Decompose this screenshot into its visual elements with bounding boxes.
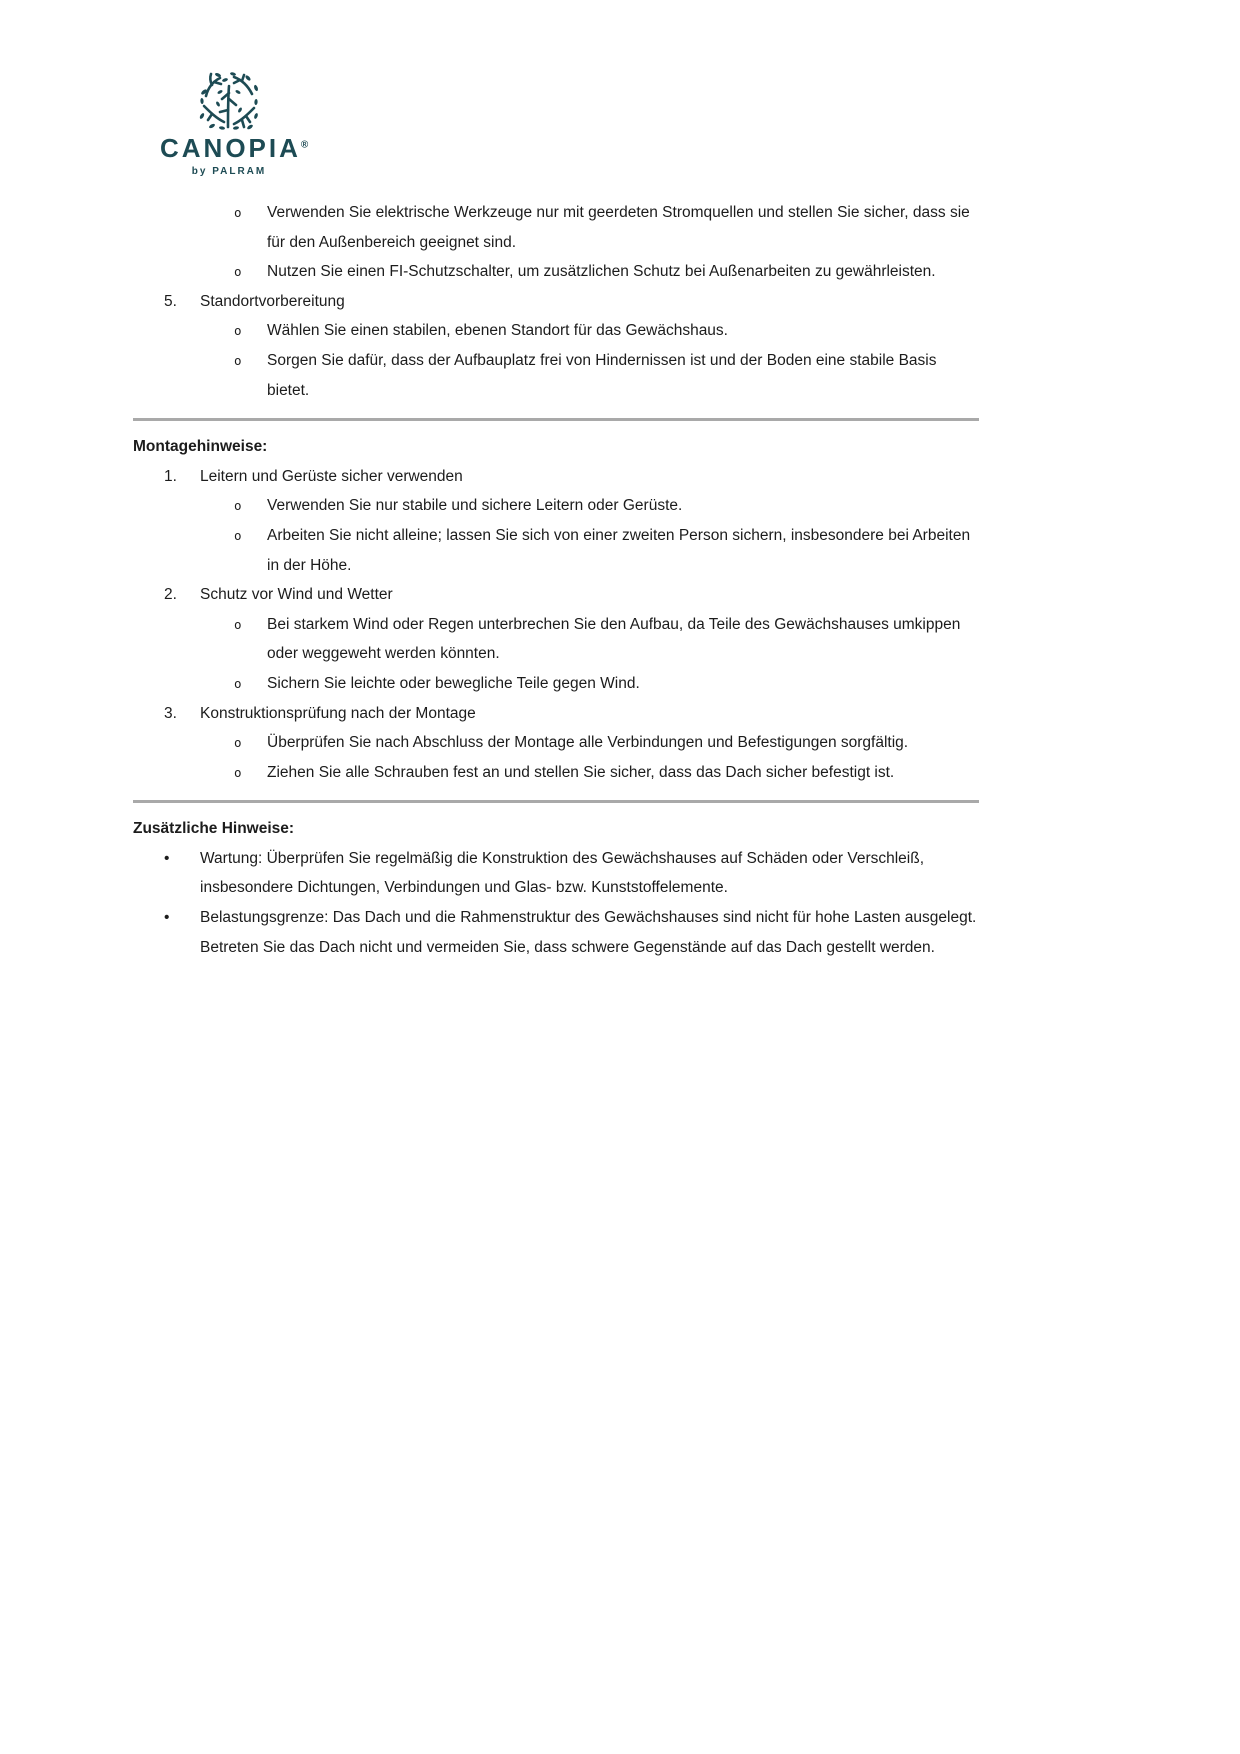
list-item <box>133 316 979 346</box>
list-item <box>133 758 979 788</box>
bullet-text: Nutzen Sie einen FI-Schutzschalter, um zusätzlichen Schutz bei Außenarbeiten zu gewährleisten. <box>267 263 936 281</box>
section-divider <box>133 800 979 803</box>
numbered-item <box>133 287 979 317</box>
canopia-logo <box>160 72 309 177</box>
list-item <box>133 844 979 903</box>
circle-bullet: o <box>234 352 242 368</box>
numbered-item <box>133 699 979 729</box>
registered-mark: ® <box>300 139 309 151</box>
bullet-text: Sichern Sie leichte oder bewegliche Teile gegen Wind. <box>267 674 640 692</box>
bullet-text: Ziehen Sie alle Schrauben fest an und stellen Sie sicher, dass das Dach sicher befestigt ist. <box>267 763 895 781</box>
circle-bullet: o <box>234 616 242 632</box>
numbered-item <box>133 580 979 610</box>
section-divider <box>133 418 979 421</box>
list-item <box>133 257 979 287</box>
item-title: Leitern und Gerüste sicher verwenden <box>200 467 463 485</box>
circle-bullet: o <box>234 764 242 780</box>
numbered-item <box>133 462 979 492</box>
circle-bullet: o <box>234 735 242 751</box>
circle-bullet: o <box>234 323 242 339</box>
item-number: 3. <box>164 704 177 722</box>
disc-bullet: • <box>164 849 170 867</box>
circle-bullet: o <box>234 205 242 220</box>
logo-byline: by PALRAM <box>191 166 267 177</box>
bullet-text: Bei starkem Wind oder Regen unterbrechen Sie den Aufbau, da Teile des Gewächshauses umkippen oder weggeweht werden könnten. <box>267 615 961 663</box>
list-item <box>133 198 979 257</box>
section-heading-montagehinweise: Montagehinweise: <box>133 438 268 456</box>
item-title: Konstruktionsprüfung nach der Montage <box>200 704 476 722</box>
bullet-text: Überprüfen Sie nach Abschluss der Montage alle Verbindungen und Befestigungen sorgfältig. <box>267 734 909 752</box>
logo-wordmark: CANOPIA® <box>160 133 309 163</box>
bullet-text: Belastungsgrenze: Das Dach und die Rahmenstruktur des Gewächshauses sind nicht für hohe Lasten ausgelegt. Betreten Sie das Dach nicht und vermeiden Sie, dass schwere Gegenstände auf das Dach gestellt werden. <box>200 909 977 956</box>
list-item <box>133 728 979 758</box>
list-item <box>133 610 979 669</box>
circle-bullet: o <box>234 675 242 691</box>
list-item <box>133 521 979 580</box>
circle-bullet: o <box>234 527 242 543</box>
bullet-text: Wartung: Überprüfen Sie regelmäßig die Konstruktion des Gewächshauses auf Schäden oder Verschleiß, insbesondere Dichtungen, Verbindungen und Glas- bzw. Kunststoffelemente. <box>200 849 925 897</box>
item-number: 5. <box>164 292 177 310</box>
canopia-tree-icon <box>198 72 260 130</box>
item-title: Schutz vor Wind und Wetter <box>200 586 393 604</box>
document-body <box>133 198 979 962</box>
disc-bullet: • <box>164 909 170 927</box>
list-item <box>133 346 979 405</box>
bullet-text: Wählen Sie einen stabilen, ebenen Standort für das Gewächshaus. <box>267 322 728 340</box>
list-item <box>133 491 979 521</box>
circle-bullet: o <box>234 498 242 514</box>
circle-bullet: o <box>234 264 242 280</box>
item-number: 2. <box>164 586 177 604</box>
bullet-text: Verwenden Sie nur stabile und sichere Leitern oder Gerüste. <box>267 497 683 515</box>
list-item <box>133 669 979 699</box>
bullet-text: Arbeiten Sie nicht alleine; lassen Sie sich von einer zweiten Person sichern, insbesondere bei Arbeiten in der Höhe. <box>267 526 971 574</box>
item-number: 1. <box>164 467 177 485</box>
section-heading-zusaetzliche-hinweise: Zusätzliche Hinweise: <box>133 820 295 838</box>
bullet-text: Sorgen Sie dafür, dass der Aufbauplatz frei von Hindernissen ist und der Boden eine stabile Basis bietet. <box>267 351 937 399</box>
bullet-text: Verwenden Sie elektrische Werkzeuge nur mit geerdeten Stromquellen und stellen Sie sicher, dass sie für den Außenbereich geeignet sind. <box>267 204 970 251</box>
item-title: Standortvorbereitung <box>200 292 345 310</box>
list-item <box>133 903 979 962</box>
